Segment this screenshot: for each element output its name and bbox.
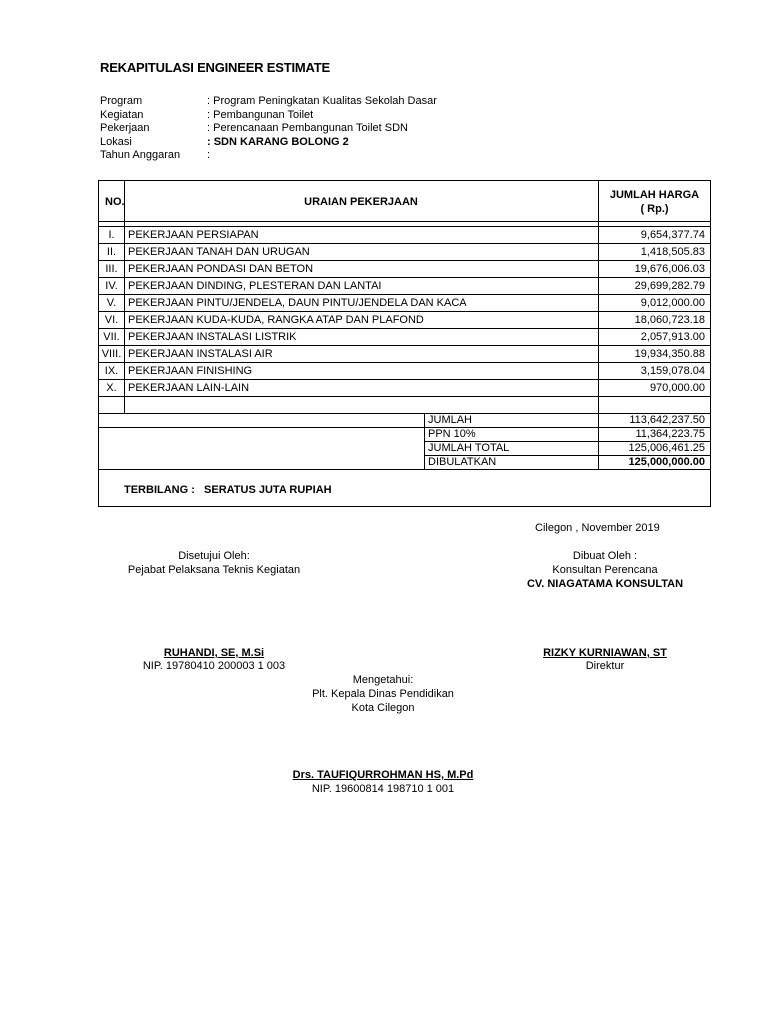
row-value: 19,934,350.88	[634, 348, 705, 360]
row-value: 1,418,505.83	[640, 246, 705, 258]
row-number: VIII.	[101, 348, 122, 360]
center-signer-name: Drs. TAUFIQURROHMAN HS, M.Pd	[292, 769, 474, 781]
total-value: 113,642,237.50	[629, 414, 705, 426]
center-signer-nip: NIP. 19600814 198710 1 001	[311, 783, 455, 795]
row-value: 2,057,913.00	[640, 331, 705, 343]
row-number: IV.	[105, 280, 118, 292]
row-description: PEKERJAAN KUDA-KUDA, RANGKA ATAP DAN PLAFOND	[128, 314, 424, 326]
right-signer-line2: Konsultan Perencana	[552, 564, 658, 576]
left-signer-nip: NIP. 19780410 200003 1 003	[142, 660, 286, 672]
info-label: Tahun Anggaran	[100, 149, 181, 161]
row-description: PEKERJAAN LAIN-LAIN	[128, 382, 250, 394]
row-number: II.	[106, 246, 117, 258]
row-description: PEKERJAAN INSTALASI AIR	[128, 348, 273, 360]
left-signer-name: RUHANDI, SE, M.Si	[163, 647, 265, 659]
row-description: PEKERJAAN PONDASI DAN BETON	[128, 263, 314, 275]
row-value: 18,060,723.18	[634, 314, 705, 326]
info-value: :	[207, 149, 211, 161]
row-description: PEKERJAAN PINTU/JENDELA, DAUN PINTU/JENDELA DAN KACA	[128, 297, 467, 309]
row-number: III.	[105, 263, 118, 275]
right-signer-company: CV. NIAGATAMA KONSULTAN	[526, 578, 684, 590]
row-value: 3,159,078.04	[640, 365, 705, 377]
info-value: : Perencanaan Pembangunan Toilet SDN	[207, 122, 408, 134]
row-description: PEKERJAAN TANAH DAN URUGAN	[128, 246, 310, 258]
header-jumlah-line2: ( Rp.)	[640, 203, 669, 215]
total-value: 11,364,223.75	[635, 428, 705, 440]
info-label: Pekerjaan	[100, 122, 150, 134]
right-signer-name: RIZKY KURNIAWAN, ST	[543, 647, 667, 659]
total-value: 125,000,000.00	[628, 456, 705, 468]
row-number: VII.	[103, 331, 120, 343]
row-number: X.	[106, 382, 117, 394]
terbilang-text: TERBILANG : SERATUS JUTA RUPIAH	[124, 484, 332, 496]
right-signer-position: Direktur	[585, 660, 625, 672]
total-label: PPN 10%	[428, 428, 476, 440]
left-signer-line2: Pejabat Pelaksana Teknis Kegiatan	[127, 564, 301, 576]
row-value: 29,699,282.79	[634, 280, 705, 292]
info-value: : Program Peningkatan Kualitas Sekolah Dasar	[207, 95, 437, 107]
header-jumlah	[598, 188, 711, 216]
row-description: PEKERJAAN PERSIAPAN	[128, 229, 259, 241]
row-description: PEKERJAAN DINDING, PLESTERAN DAN LANTAI	[128, 280, 382, 292]
center-signer-line2: Plt. Kepala Dinas Pendidikan	[312, 688, 454, 700]
info-label: Program	[100, 95, 143, 107]
center-signer-line3: Kota Cilegon	[351, 702, 415, 714]
total-label: DIBULATKAN	[428, 456, 497, 468]
info-label: Kegiatan	[100, 108, 144, 121]
total-label: JUMLAH TOTAL	[428, 442, 510, 454]
header-jumlah-line1: JUMLAH HARGA	[609, 189, 700, 201]
row-number: I.	[108, 229, 115, 241]
right-signer-line1: Dibuat Oleh :	[572, 550, 638, 562]
row-value: 19,676,006.03	[634, 263, 705, 275]
row-number: IX.	[104, 365, 119, 377]
document-title: REKAPITULASI ENGINEER ESTIMATE	[100, 60, 330, 75]
row-divider	[99, 413, 710, 414]
row-number: V.	[106, 297, 117, 309]
row-divider	[99, 427, 710, 428]
header-no: NO.	[105, 196, 125, 208]
row-description: PEKERJAAN FINISHING	[128, 365, 253, 377]
row-value: 9,012,000.00	[640, 297, 705, 309]
row-value: 970,000.00	[649, 382, 705, 394]
total-value: 125,006,461.25	[628, 442, 705, 454]
info-value: : Pembangunan Toilet	[207, 108, 314, 121]
total-label: JUMLAH	[428, 414, 473, 426]
row-description: PEKERJAAN INSTALASI LISTRIK	[128, 331, 297, 343]
info-value: : SDN KARANG BOLONG 2	[207, 135, 349, 148]
estimate-table	[98, 180, 711, 507]
row-divider	[99, 469, 710, 470]
signing-date: Cilegon , November 2019	[535, 522, 660, 534]
row-number: VI.	[104, 314, 119, 326]
row-divider	[99, 221, 710, 222]
info-label: Lokasi	[100, 135, 132, 148]
row-value: 9,654,377.74	[640, 229, 705, 241]
header-uraian: URAIAN PEKERJAAN	[304, 196, 418, 208]
center-signer-line1: Mengetahui:	[352, 674, 414, 686]
left-signer-line1: Disetujui Oleh:	[178, 550, 250, 562]
